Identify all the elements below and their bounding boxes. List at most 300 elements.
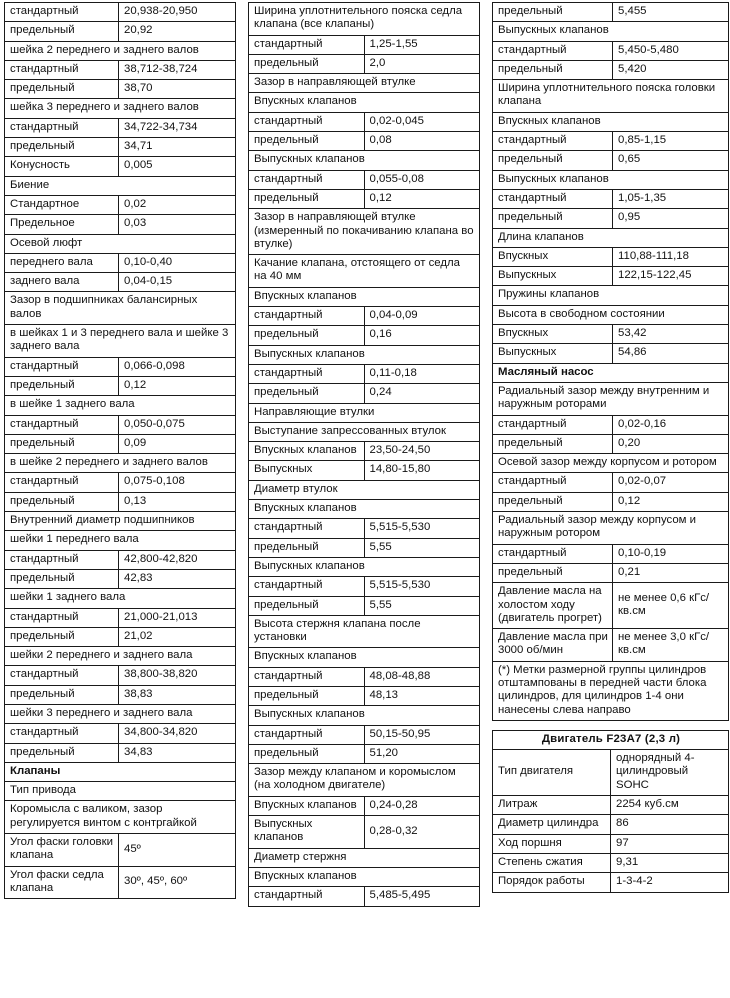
table-row <box>249 35 480 54</box>
row-heading: шейки 1 переднего вала <box>5 531 236 550</box>
row-label: Диаметр цилиндра <box>493 815 611 834</box>
table-row <box>249 403 480 422</box>
table-row <box>5 473 236 492</box>
table-row <box>249 112 480 131</box>
table-row <box>493 80 729 113</box>
table-row <box>493 132 729 151</box>
row-heading: Биение <box>5 176 236 195</box>
engine-heading-row <box>493 730 729 749</box>
table-row <box>493 22 729 41</box>
table-row <box>493 60 729 79</box>
table-row <box>249 848 480 867</box>
row-value: 5,450-5,480 <box>613 41 729 60</box>
table-row <box>5 357 236 376</box>
row-label: Давление масла при 3000 об/мин <box>493 629 613 662</box>
row-value: 1,25-1,55 <box>364 35 480 54</box>
row-label: стандартный <box>5 473 119 492</box>
row-value: 45º <box>119 834 236 867</box>
row-heading: Впускных клапанов <box>249 867 480 886</box>
table-row <box>249 442 480 461</box>
row-label: стандартный <box>249 725 365 744</box>
table-row <box>493 228 729 247</box>
table-row <box>5 215 236 234</box>
row-heading: Пружины клапанов <box>493 286 729 305</box>
row-value: 34,71 <box>119 138 236 157</box>
table-row <box>493 434 729 453</box>
row-heading: Выступание запрессованных втулок <box>249 422 480 441</box>
table-row <box>5 273 236 292</box>
row-heading: Зазор в подшипниках балансирных валов <box>5 292 236 325</box>
row-label: предельный <box>493 151 613 170</box>
row-value: 34,722-34,734 <box>119 118 236 137</box>
row-heading: Впускных клапанов <box>249 648 480 667</box>
table-row <box>493 363 729 382</box>
row-label: Литраж <box>493 796 611 815</box>
row-heading: в шейке 2 переднего и заднего валов <box>5 454 236 473</box>
row-label: Выпускных <box>249 461 365 480</box>
row-label: предельный <box>249 538 365 557</box>
table-row <box>249 867 480 886</box>
row-value: 0,16 <box>364 326 480 345</box>
row-heading: Впускных клапанов <box>249 93 480 112</box>
row-label: Предельное <box>5 215 119 234</box>
table-row <box>5 454 236 473</box>
spec-column-1 <box>4 2 236 899</box>
row-label: предельный <box>249 686 365 705</box>
row-value: 0,03 <box>119 215 236 234</box>
table-row <box>249 596 480 615</box>
table-row <box>249 557 480 576</box>
section-heading: Клапаны <box>5 762 236 781</box>
row-heading: Высота стержня клапана после установки <box>249 615 480 648</box>
row-label: стандартный <box>249 667 365 686</box>
row-label: стандартный <box>5 118 119 137</box>
row-value: 21,000-21,013 <box>119 608 236 627</box>
table-row <box>249 887 480 906</box>
row-label: Стандартное <box>5 195 119 214</box>
row-value: 38,70 <box>119 80 236 99</box>
table-row <box>249 500 480 519</box>
table-row <box>493 629 729 662</box>
row-value: 0,02 <box>119 195 236 214</box>
table-row <box>5 22 236 41</box>
row-value: 0,075-0,108 <box>119 473 236 492</box>
row-label: предельный <box>249 384 365 403</box>
row-value: 0,066-0,098 <box>119 357 236 376</box>
row-value: 0,24 <box>364 384 480 403</box>
table-row <box>249 706 480 725</box>
table-row <box>493 583 729 629</box>
table-row <box>5 80 236 99</box>
row-value: 0,09 <box>119 434 236 453</box>
table-row <box>493 512 729 545</box>
row-value: 5,515-5,530 <box>364 519 480 538</box>
table-row <box>5 118 236 137</box>
row-label: предельный <box>249 326 365 345</box>
table-row <box>493 189 729 208</box>
row-label: стандартный <box>249 307 365 326</box>
row-label: предельный <box>493 209 613 228</box>
row-value: 34,800-34,820 <box>119 724 236 743</box>
row-label: Давление масла на холостом ходу (двигатель прогрет) <box>493 583 613 629</box>
row-label: стандартный <box>249 364 365 383</box>
row-label: стандартный <box>5 608 119 627</box>
row-label: Выпускных клапанов <box>249 816 365 849</box>
row-value: 54,86 <box>613 344 729 363</box>
table-row <box>493 209 729 228</box>
table-row <box>249 480 480 499</box>
row-heading: Впускных клапанов <box>493 112 729 131</box>
table-row <box>249 345 480 364</box>
row-heading: Зазор в направляющей втулке (измеренный по покачиванию клапана во втулке) <box>249 209 480 255</box>
row-value: не менее 0,6 кГс/кв.см <box>613 583 729 629</box>
column-gap-spacer <box>492 721 729 730</box>
row-heading: Радиальный зазор между корпусом и наружным ротором <box>493 512 729 545</box>
table-row <box>5 3 236 22</box>
table-row <box>493 750 729 796</box>
table-row <box>493 661 729 720</box>
table-row <box>493 41 729 60</box>
row-heading: Длина клапанов <box>493 228 729 247</box>
row-heading: Качание клапана, отстоящего от седла на 40 мм <box>249 255 480 288</box>
row-heading: Зазор между клапаном и коромыслом (на холодном двигателе) <box>249 764 480 797</box>
row-value: не менее 3,0 кГс/кв.см <box>613 629 729 662</box>
row-value: 0,02-0,07 <box>613 473 729 492</box>
table-row <box>249 54 480 73</box>
row-label: предельный <box>493 60 613 79</box>
row-value: 0,050-0,075 <box>119 415 236 434</box>
table-row <box>249 538 480 557</box>
row-label: Впускных клапанов <box>249 442 365 461</box>
table-row <box>5 569 236 588</box>
footnote-text: (*) Метки размерной группы цилиндров отштампованы в передней части блока цилиндров, для цилиндров 1-4 они нанесены слева направо <box>493 661 729 720</box>
row-value: 0,24-0,28 <box>364 796 480 815</box>
row-value: 2254 куб.см <box>611 796 729 815</box>
row-label: переднего вала <box>5 253 119 272</box>
row-label: стандартный <box>249 577 365 596</box>
row-value: 0,12 <box>364 189 480 208</box>
row-value: 5,485-5,495 <box>364 887 480 906</box>
row-value: 110,88-111,18 <box>613 247 729 266</box>
row-label: Угол фаски седла клапана <box>5 866 119 899</box>
row-heading: в шейках 1 и 3 переднего вала и шейке 3 заднего вала <box>5 325 236 358</box>
row-value: 20,92 <box>119 22 236 41</box>
table-row <box>249 764 480 797</box>
table-row <box>5 762 236 781</box>
row-label: предельный <box>493 3 613 22</box>
spec-table-body-2 <box>249 3 480 907</box>
row-label: предельный <box>5 743 119 762</box>
spec-table-column-3 <box>492 2 729 721</box>
table-row <box>249 648 480 667</box>
row-label: стандартный <box>5 550 119 569</box>
row-value: 0,04-0,15 <box>119 273 236 292</box>
row-label: стандартный <box>493 189 613 208</box>
table-row <box>5 138 236 157</box>
table-row <box>493 415 729 434</box>
row-value: 38,83 <box>119 685 236 704</box>
table-row <box>5 292 236 325</box>
row-value: 0,10-0,40 <box>119 253 236 272</box>
engine-summary-table <box>492 730 729 893</box>
table-row <box>493 112 729 131</box>
row-value: 42,800-42,820 <box>119 550 236 569</box>
row-label: предельный <box>5 22 119 41</box>
table-row <box>5 866 236 899</box>
row-label: Угол фаски головки клапана <box>5 834 119 867</box>
spec-column-3 <box>492 2 729 893</box>
table-row <box>249 577 480 596</box>
table-row <box>249 384 480 403</box>
spec-column-2 <box>248 2 480 907</box>
row-heading: Осевой зазор между корпусом и ротором <box>493 454 729 473</box>
row-label: стандартный <box>5 357 119 376</box>
row-label: предельный <box>249 132 365 151</box>
table-row <box>5 704 236 723</box>
row-value: 1,05-1,35 <box>613 189 729 208</box>
table-row <box>249 461 480 480</box>
row-value: 53,42 <box>613 325 729 344</box>
row-heading: Выпускных клапанов <box>249 151 480 170</box>
table-row <box>249 686 480 705</box>
table-row <box>5 627 236 646</box>
spec-table-body-1 <box>5 3 236 899</box>
row-heading: шейки 2 переднего и заднего вала <box>5 647 236 666</box>
row-value: 21,02 <box>119 627 236 646</box>
row-label: стандартный <box>249 887 365 906</box>
table-row <box>493 305 729 324</box>
table-row <box>5 396 236 415</box>
row-label: Ход поршня <box>493 834 611 853</box>
row-heading: Впускных клапанов <box>249 287 480 306</box>
row-label: предельный <box>5 80 119 99</box>
row-value: 5,515-5,530 <box>364 577 480 596</box>
row-label: предельный <box>493 492 613 511</box>
row-label: Выпускных <box>493 344 613 363</box>
table-row <box>493 151 729 170</box>
row-value: 0,21 <box>613 563 729 582</box>
row-label: предельный <box>493 434 613 453</box>
row-label: стандартный <box>5 666 119 685</box>
row-heading: шейка 3 переднего и заднего валов <box>5 99 236 118</box>
row-value: 5,455 <box>613 3 729 22</box>
row-value: 20,938-20,950 <box>119 3 236 22</box>
row-value: 0,08 <box>364 132 480 151</box>
row-value: 2,0 <box>364 54 480 73</box>
table-row <box>5 234 236 253</box>
row-value: 50,15-50,95 <box>364 725 480 744</box>
row-label: Впускных клапанов <box>249 796 365 815</box>
row-heading: в шейке 1 заднего вала <box>5 396 236 415</box>
row-label: стандартный <box>5 724 119 743</box>
spec-table-body-3 <box>493 3 729 721</box>
table-row <box>5 801 236 834</box>
row-value: 9,31 <box>611 853 729 872</box>
row-value: 0,10-0,19 <box>613 544 729 563</box>
table-row <box>249 422 480 441</box>
row-heading: Выпускных клапанов <box>493 170 729 189</box>
row-heading: шейки 3 переднего и заднего вала <box>5 704 236 723</box>
table-row <box>249 132 480 151</box>
row-label: предельный <box>249 596 365 615</box>
table-row <box>5 512 236 531</box>
table-row <box>5 176 236 195</box>
table-row <box>493 247 729 266</box>
table-row <box>493 873 729 892</box>
row-value: 86 <box>611 815 729 834</box>
row-label: предельный <box>5 434 119 453</box>
row-label: стандартный <box>249 112 365 131</box>
row-label: стандартный <box>5 415 119 434</box>
row-value: 0,055-0,08 <box>364 170 480 189</box>
row-label: Впускных <box>493 247 613 266</box>
table-row <box>249 170 480 189</box>
row-heading: шейка 2 переднего и заднего валов <box>5 41 236 60</box>
table-row <box>5 666 236 685</box>
row-value: 0,11-0,18 <box>364 364 480 383</box>
table-row <box>493 544 729 563</box>
row-heading: Выпускных клапанов <box>249 706 480 725</box>
row-value: 0,13 <box>119 492 236 511</box>
row-label: стандартный <box>5 60 119 79</box>
row-label: стандартный <box>249 170 365 189</box>
table-row <box>493 454 729 473</box>
row-heading: Впускных клапанов <box>249 500 480 519</box>
row-value: 0,02-0,045 <box>364 112 480 131</box>
table-row <box>5 195 236 214</box>
row-value: 0,85-1,15 <box>613 132 729 151</box>
row-value: 42,83 <box>119 569 236 588</box>
row-value: 97 <box>611 834 729 853</box>
row-label: предельный <box>5 376 119 395</box>
row-value: 51,20 <box>364 744 480 763</box>
table-row <box>5 647 236 666</box>
row-heading: Ширина уплотнительного пояска седла клапана (все клапаны) <box>249 3 480 36</box>
table-row <box>5 434 236 453</box>
table-row <box>5 834 236 867</box>
table-row <box>249 307 480 326</box>
row-label: стандартный <box>493 415 613 434</box>
table-row <box>5 782 236 801</box>
row-heading: Выпускных клапанов <box>249 345 480 364</box>
row-heading: Направляющие втулки <box>249 403 480 422</box>
table-row <box>5 157 236 176</box>
spec-table-column-1 <box>4 2 236 899</box>
table-row <box>493 286 729 305</box>
table-row <box>249 364 480 383</box>
row-label: Впускных <box>493 325 613 344</box>
table-row <box>249 93 480 112</box>
row-value: 48,08-48,88 <box>364 667 480 686</box>
table-row <box>5 550 236 569</box>
table-row <box>249 519 480 538</box>
table-row <box>249 744 480 763</box>
row-label: стандартный <box>5 3 119 22</box>
row-value: 0,12 <box>119 376 236 395</box>
row-heading: Коромысла с валиком, зазор регулируется винтом с контргайкой <box>5 801 236 834</box>
table-row <box>5 608 236 627</box>
table-row <box>5 685 236 704</box>
row-value: 0,20 <box>613 434 729 453</box>
row-value: 14,80-15,80 <box>364 461 480 480</box>
row-value: 0,95 <box>613 209 729 228</box>
table-row <box>5 325 236 358</box>
table-row <box>249 326 480 345</box>
row-label: Конусность <box>5 157 119 176</box>
row-heading: Диаметр стержня <box>249 848 480 867</box>
engine-summary-body <box>493 730 729 892</box>
row-label: предельный <box>5 138 119 157</box>
table-row <box>493 325 729 344</box>
row-heading: Зазор в направляющей втулке <box>249 74 480 93</box>
table-row <box>249 151 480 170</box>
table-row <box>249 287 480 306</box>
engine-heading: Двигатель F23A7 (2,3 л) <box>493 730 729 749</box>
row-heading: Тип привода <box>5 782 236 801</box>
row-label: предельный <box>249 744 365 763</box>
table-row <box>5 99 236 118</box>
row-label: заднего вала <box>5 273 119 292</box>
table-row <box>249 74 480 93</box>
spec-table-column-2 <box>248 2 480 907</box>
table-row <box>5 531 236 550</box>
row-heading: Ширина уплотнительного пояска головки клапана <box>493 80 729 113</box>
table-row <box>5 253 236 272</box>
row-value: 5,55 <box>364 596 480 615</box>
row-value: 30º, 45º, 60º <box>119 866 236 899</box>
row-label: Порядок работы <box>493 873 611 892</box>
table-row <box>493 170 729 189</box>
row-value: однорядный 4-цилиндровый SOHC <box>611 750 729 796</box>
row-heading: Высота в свободном состоянии <box>493 305 729 324</box>
row-value: 0,12 <box>613 492 729 511</box>
row-value: 5,55 <box>364 538 480 557</box>
table-row <box>249 209 480 255</box>
row-label: предельный <box>5 492 119 511</box>
table-row <box>493 834 729 853</box>
row-label: стандартный <box>249 35 365 54</box>
table-row <box>5 492 236 511</box>
table-row <box>249 816 480 849</box>
table-row <box>493 382 729 415</box>
row-value: 0,28-0,32 <box>364 816 480 849</box>
table-row <box>5 376 236 395</box>
table-row <box>249 725 480 744</box>
row-heading: шейки 1 заднего вала <box>5 589 236 608</box>
table-row <box>493 267 729 286</box>
table-row <box>5 60 236 79</box>
row-label: стандартный <box>493 473 613 492</box>
table-row <box>493 3 729 22</box>
row-value: 0,005 <box>119 157 236 176</box>
row-value: 0,65 <box>613 151 729 170</box>
row-label: предельный <box>5 685 119 704</box>
section-heading: Масляный насос <box>493 363 729 382</box>
row-label: Выпускных <box>493 267 613 286</box>
row-label: предельный <box>5 627 119 646</box>
row-label: стандартный <box>493 41 613 60</box>
row-heading: Выпускных клапанов <box>493 22 729 41</box>
row-value: 1-3-4-2 <box>611 873 729 892</box>
table-row <box>5 41 236 60</box>
table-row <box>249 667 480 686</box>
row-label: стандартный <box>493 544 613 563</box>
row-value: 34,83 <box>119 743 236 762</box>
row-value: 23,50-24,50 <box>364 442 480 461</box>
row-label: Тип двигателя <box>493 750 611 796</box>
row-label: предельный <box>249 189 365 208</box>
table-row <box>5 743 236 762</box>
